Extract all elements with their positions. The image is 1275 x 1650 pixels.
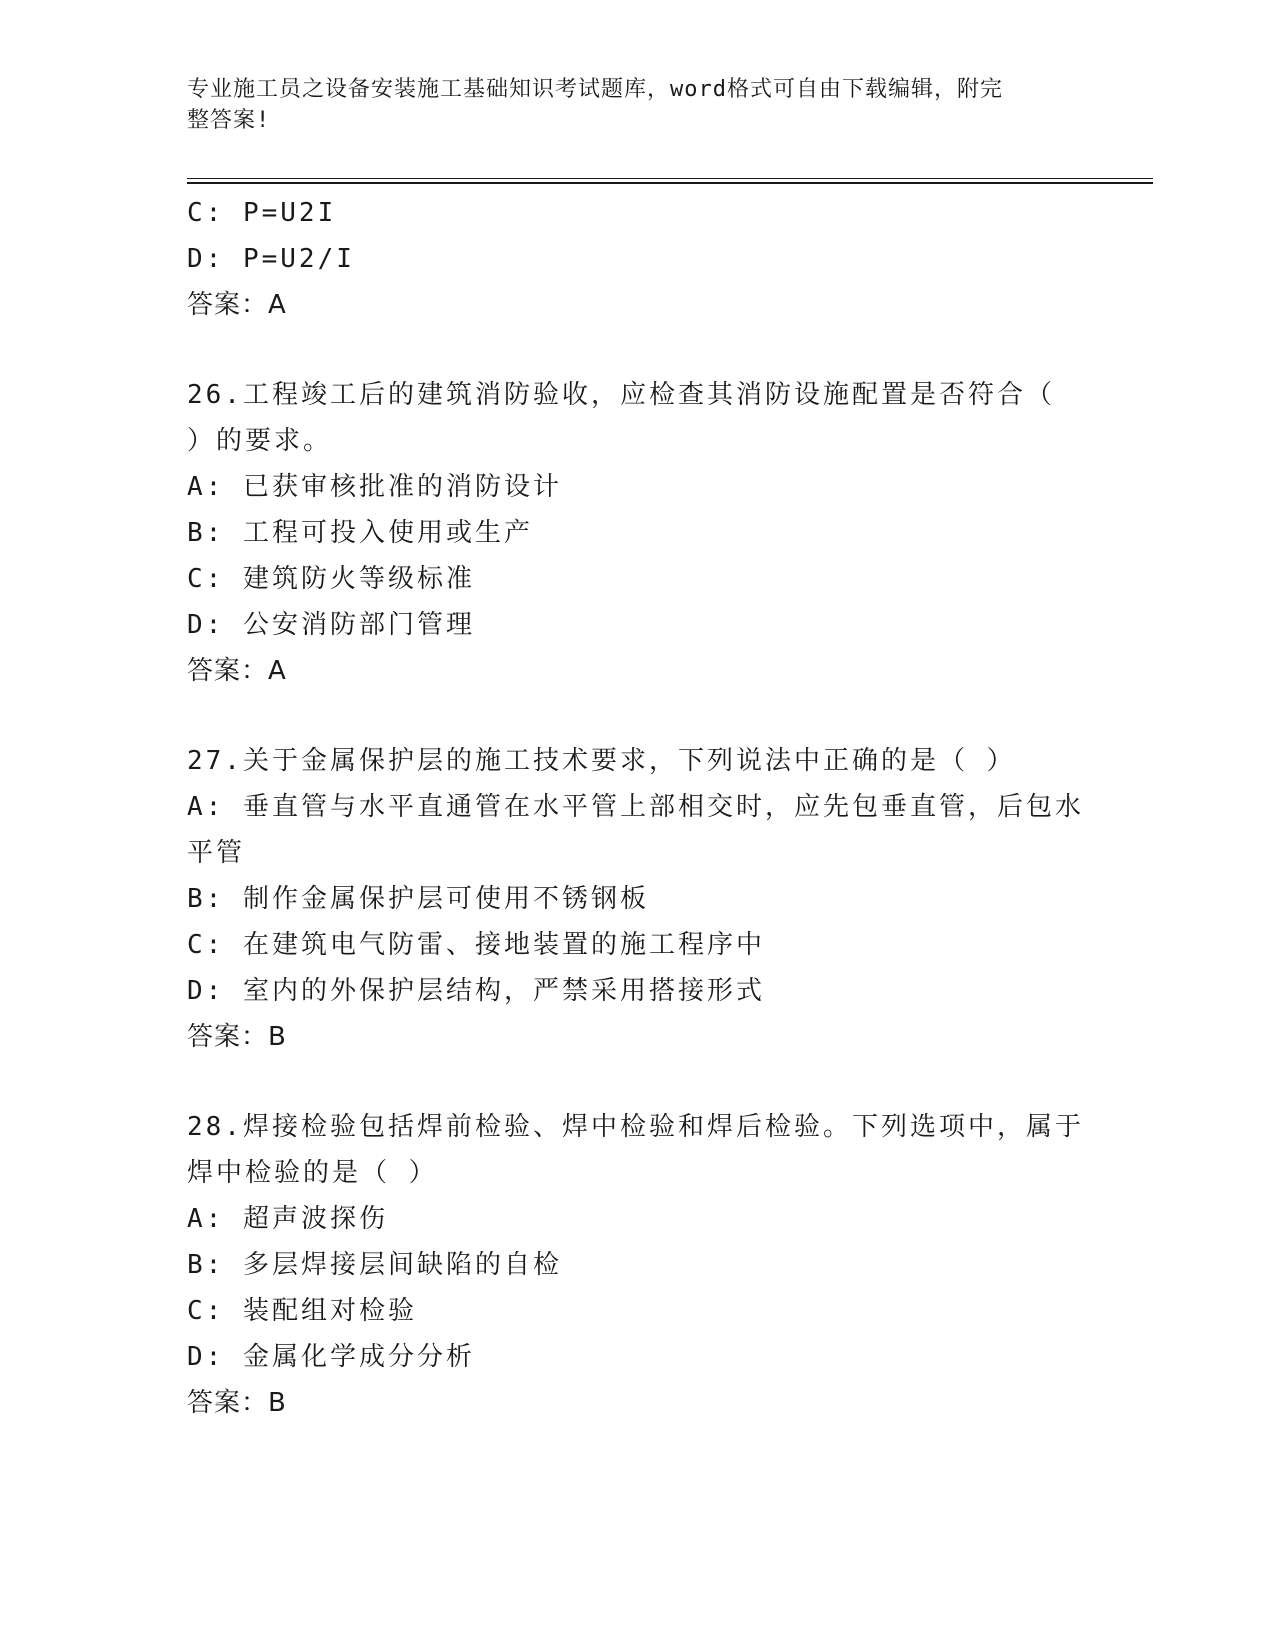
option-b: B: 制作金属保护层可使用不锈钢板: [187, 884, 649, 914]
question-continued: [187, 190, 1087, 328]
question-list: [187, 190, 1087, 1426]
header-divider-thin: [187, 178, 1153, 179]
spacer: [187, 694, 1087, 738]
option-b: B: 工程可投入使用或生产: [187, 518, 533, 548]
option-c: C: P=U2I: [187, 198, 337, 228]
option-d: D: 公安消防部门管理: [187, 610, 475, 640]
option-c: C: 在建筑电气防雷、接地装置的施工程序中: [187, 930, 765, 960]
question-stem: 27.关于金属保护层的施工技术要求，下列说法中正确的是（ ）: [187, 746, 1016, 776]
question-26: [187, 372, 1087, 694]
option-d: D: 室内的外保护层结构，严禁采用搭接形式: [187, 976, 765, 1006]
option-d: D: P=U2/I: [187, 244, 355, 274]
spacer: [187, 1060, 1087, 1104]
option-b: B: 多层焊接层间缺陷的自检: [187, 1250, 562, 1280]
answer-line: 答案：B: [187, 1388, 287, 1418]
answer-line: 答案：A: [187, 656, 287, 686]
question-27: [187, 738, 1087, 1060]
header-line-2: 整答案!: [187, 108, 271, 133]
question-stem: 28.焊接检验包括焊前检验、焊中检验和焊后检验。下列选项中，属于: [187, 1112, 1084, 1142]
question-stem-cont: ）的要求。: [187, 426, 333, 456]
header-line-1: 专业施工员之设备安装施工基础知识考试题库，word格式可自由下载编辑，附完: [187, 77, 1003, 102]
question-stem: 26.工程竣工后的建筑消防验收，应检查其消防设施配置是否符合（: [187, 380, 1055, 410]
answer-line: 答案：A: [187, 290, 287, 320]
spacer: [187, 328, 1087, 372]
question-stem-cont: 焊中检验的是（ ）: [187, 1158, 438, 1188]
option-a: A: 垂直管与水平直通管在水平管上部相交时，应先包垂直管，后包水: [187, 792, 1084, 822]
page-header: [187, 74, 1067, 136]
question-28: [187, 1104, 1087, 1426]
option-a: A: 超声波探伤: [187, 1204, 388, 1234]
option-c: C: 建筑防火等级标准: [187, 564, 475, 594]
option-a: A: 已获审核批准的消防设计: [187, 472, 562, 502]
option-c: C: 装配组对检验: [187, 1296, 417, 1326]
header-divider-thick: [187, 182, 1153, 184]
option-a-cont: 平管: [187, 838, 246, 868]
answer-line: 答案：B: [187, 1022, 287, 1052]
option-d: D: 金属化学成分分析: [187, 1342, 475, 1372]
